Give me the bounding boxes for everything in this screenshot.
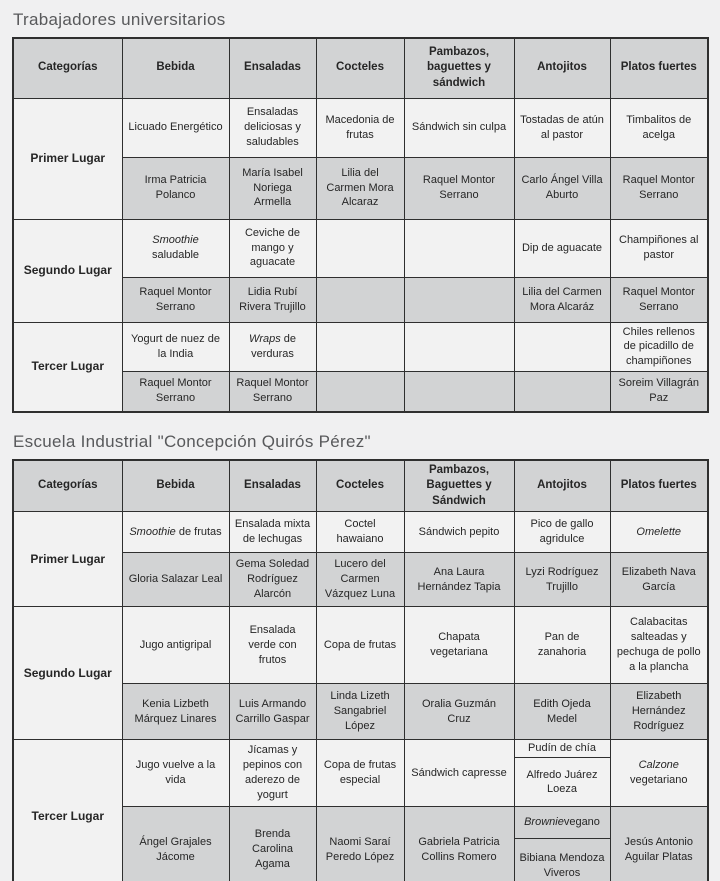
t2-primer-label: Primer Lugar: [13, 512, 122, 607]
t2-primer-dish-ensaladas: Ensalada mixta de lechugas: [229, 512, 316, 553]
dish-text-italic: Wraps: [248, 332, 281, 345]
t1-primer-name-cocteles: Lilia del Carmen Mora Alcaraz: [316, 157, 404, 219]
dish-text-italic: Smoothie: [152, 234, 199, 247]
t1-primer-dish-cocteles: Macedonia de frutas: [316, 98, 404, 157]
t1-tercer-dish-ensaladas: [229, 322, 316, 372]
dish-text: saludable: [151, 249, 200, 261]
table2-title: Escuela Industrial "Concepción Quirós Pérez": [13, 431, 371, 451]
dish-text: vegano: [563, 816, 600, 829]
t1-segundo-dish-ensaladas: Ceviche de mango y aguacate: [229, 219, 316, 277]
t2-header-pambazos: Pambazos, Baguettes y Sándwich: [404, 460, 514, 512]
t2-segundo-dish-cocteles: Copa de frutas: [316, 607, 404, 684]
t1-header-row: [13, 38, 708, 98]
t1-tercer-name-cocteles: [316, 372, 404, 412]
t2-segundo-dish-pambazos: Chapata vegetariana: [404, 607, 514, 684]
t2-segundo-dish-ensaladas: Ensalada verde con frutos: [229, 607, 316, 684]
t1-tercer-dish-cocteles: [316, 322, 404, 372]
t2-segundo-name-ensaladas: Luis Armando Carrillo Gaspar: [229, 684, 316, 740]
dish-text-italic: Calzone: [638, 759, 679, 772]
t1-primer-name-bebida: Irma Patricia Polanco: [122, 157, 229, 219]
t1-segundo-dish-pambazos: [404, 219, 514, 277]
t2-primer-name-bebida: Gloria Salazar Leal: [122, 553, 229, 607]
t1-segundo-name-cocteles: [316, 277, 404, 322]
t2-segundo-dish-antojitos: Pan de zanahoria: [514, 607, 610, 684]
t1-header-platos: Platos fuertes: [610, 38, 708, 98]
t2-primer-name-pambazos: Ana Laura Hernández Tapia: [404, 553, 514, 607]
t2-segundo-dishes-row: [13, 607, 708, 684]
dish-text-italic: Smoothie: [129, 525, 176, 538]
t1-segundo-name-pambazos: [404, 277, 514, 322]
t2-primer-dish-antojitos: Pico de gallo agridulce: [514, 512, 610, 553]
t1-header-categorias: Categorías: [13, 38, 122, 98]
t1-tercer-dish-antojitos: [514, 322, 610, 372]
t1-segundo-name-antojitos: Lilia del Carmen Mora Alcaráz: [514, 277, 610, 322]
t1-segundo-name-ensaladas: Lidia Rubí Rivera Trujillo: [229, 277, 316, 322]
t2-tercer-name-antojitos-split-cell: [514, 807, 610, 881]
t1-tercer-name-platos: Soreim Villagrán Paz: [610, 372, 708, 412]
t1-primer-dish-bebida: Licuado Energético: [122, 98, 229, 157]
dish-text: de verduras: [251, 332, 297, 360]
t2-segundo-dish-bebida: Jugo antigripal: [122, 607, 229, 684]
t2-tercer-name-antojitos-top: [515, 807, 610, 839]
t1-header-cocteles: Cocteles: [316, 38, 404, 98]
t2-primer-name-ensaladas: Gema Soledad Rodríguez Alarcón: [229, 553, 316, 607]
t2-tercer-dish-antojitos-bottom: Alfredo Juárez Loeza: [526, 768, 598, 796]
t2-tercer-name-cocteles: Naomi Saraí Peredo López: [316, 807, 404, 881]
t2-tercer-name-antojitos-bottom: Bibiana Mendoza Viveros: [519, 852, 605, 879]
t2-primer-name-antojitos: Lyzi Rodríguez Trujillo: [514, 553, 610, 607]
t2-primer-name-platos: Elizabeth Nava García: [610, 553, 708, 607]
t2-tercer-name-ensaladas: Brenda Carolina Agama: [229, 807, 316, 881]
t1-segundo-dish-bebida: [122, 219, 229, 277]
t2-tercer-name-bebida: Ángel Grajales Jácome: [122, 807, 229, 881]
t2-primer-dish-cocteles: Coctel hawaiano: [316, 512, 404, 553]
dish-text-italic: Omelette: [636, 525, 682, 538]
t1-primer-name-platos: Raquel Montor Serrano: [610, 157, 708, 219]
t2-tercer-dish-platos: [610, 740, 708, 807]
t2-segundo-name-pambazos: Oralia Guzmán Cruz: [404, 684, 514, 740]
t1-primer-name-pambazos: Raquel Montor Serrano: [404, 157, 514, 219]
t2-tercer-dish-bebida: Jugo vuelve a la vida: [122, 740, 229, 807]
t1-primer-dish-ensaladas: Ensaladas deliciosas y saludables: [229, 98, 316, 157]
t1-segundo-dishes-row: [13, 219, 708, 277]
t2-segundo-name-antojitos: Edith Ojeda Medel: [514, 684, 610, 740]
t1-primer-label: Primer Lugar: [13, 98, 122, 219]
t1-segundo-name-platos: Raquel Montor Serrano: [610, 277, 708, 322]
t2-tercer-name-platos: Jesús Antonio Aguilar Platas: [610, 807, 708, 881]
t1-tercer-name-antojitos: [514, 372, 610, 412]
t1-primer-name-ensaladas: María Isabel Noriega Armella: [229, 157, 316, 219]
t2-tercer-name-pambazos: Gabriela Patricia Collins Romero: [404, 807, 514, 881]
t2-tercer-dish-pambazos: Sándwich capresse: [404, 740, 514, 807]
t2-header-cocteles: Cocteles: [316, 460, 404, 512]
t2-segundo-label: Segundo Lugar: [13, 607, 122, 740]
t2-header-bebida: Bebida: [122, 460, 229, 512]
t2-header-categorias: Categorías: [13, 460, 122, 512]
t2-segundo-dish-platos: Calabacitas salteadas y pechuga de pollo a la plancha: [610, 607, 708, 684]
t2-tercer-dish-ensaladas: Jícamas y pepinos con aderezo de yogurt: [229, 740, 316, 807]
t1-header-pambazos: Pambazos, baguettes y sándwich: [404, 38, 514, 98]
table1-trabajadores-universitarios: [12, 37, 709, 413]
t1-tercer-name-ensaladas: Raquel Montor Serrano: [229, 372, 316, 412]
t1-segundo-dish-antojitos: Dip de aguacate: [514, 219, 610, 277]
t1-tercer-dish-bebida: Yogurt de nuez de la India: [122, 322, 229, 372]
t2-primer-dish-platos: [610, 512, 708, 553]
t2-segundo-name-bebida: Kenia Lizbeth Márquez Linares: [122, 684, 229, 740]
t2-tercer-dishes-row: [13, 740, 708, 807]
t1-header-ensaladas: Ensaladas: [229, 38, 316, 98]
t1-tercer-dishes-row: [13, 322, 708, 372]
t2-tercer-dish-antojitos-top: Pudín de chía: [515, 740, 610, 758]
t1-primer-dish-pambazos: Sándwich sin culpa: [404, 98, 514, 157]
t1-segundo-label: Segundo Lugar: [13, 219, 122, 322]
dish-text: vegetariano: [630, 774, 688, 787]
t2-tercer-dish-cocteles: Copa de frutas especial: [316, 740, 404, 807]
t2-segundo-name-cocteles: Linda Lizeth Sangabriel López: [316, 684, 404, 740]
t2-header-antojitos: Antojitos: [514, 460, 610, 512]
t1-header-antojitos: Antojitos: [514, 38, 610, 98]
t1-primer-dish-platos: Timbalitos de acelga: [610, 98, 708, 157]
t2-tercer-label: Tercer Lugar: [13, 740, 122, 881]
t2-header-ensaladas: Ensaladas: [229, 460, 316, 512]
t2-primer-name-cocteles: Lucero del Carmen Vázquez Luna: [316, 553, 404, 607]
t1-primer-name-antojitos: Carlo Ángel Villa Aburto: [514, 157, 610, 219]
table1-title: Trabajadores universitarios: [13, 10, 226, 29]
t1-tercer-dish-platos: Chiles rellenos de picadillo de champiñones: [610, 322, 708, 372]
t1-header-bebida: Bebida: [122, 38, 229, 98]
t2-primer-dishes-row: [13, 512, 708, 553]
t1-segundo-dish-platos: Champiñones al pastor: [610, 219, 708, 277]
t2-primer-dish-bebida: [122, 512, 229, 553]
t1-tercer-name-pambazos: [404, 372, 514, 412]
t1-primer-dishes-row: [13, 98, 708, 157]
t2-primer-dish-pambazos: Sándwich pepito: [404, 512, 514, 553]
t2-header-row: [13, 460, 708, 512]
t2-tercer-dish-antojitos-split-cell: [514, 740, 610, 807]
table2-escuela-industrial: [12, 459, 709, 881]
t2-header-platos: Platos fuertes: [610, 460, 708, 512]
t2-segundo-name-platos: Elizabeth Hernández Rodríguez: [610, 684, 708, 740]
t1-segundo-dish-cocteles: [316, 219, 404, 277]
t1-tercer-dish-pambazos: [404, 322, 514, 372]
dish-text: de frutas: [175, 525, 222, 538]
dish-text-italic: Brownie: [524, 816, 564, 829]
t1-tercer-name-bebida: Raquel Montor Serrano: [122, 372, 229, 412]
t1-segundo-name-bebida: Raquel Montor Serrano: [122, 277, 229, 322]
t1-primer-dish-antojitos: Tostadas de atún al pastor: [514, 98, 610, 157]
t1-tercer-label: Tercer Lugar: [13, 322, 122, 412]
